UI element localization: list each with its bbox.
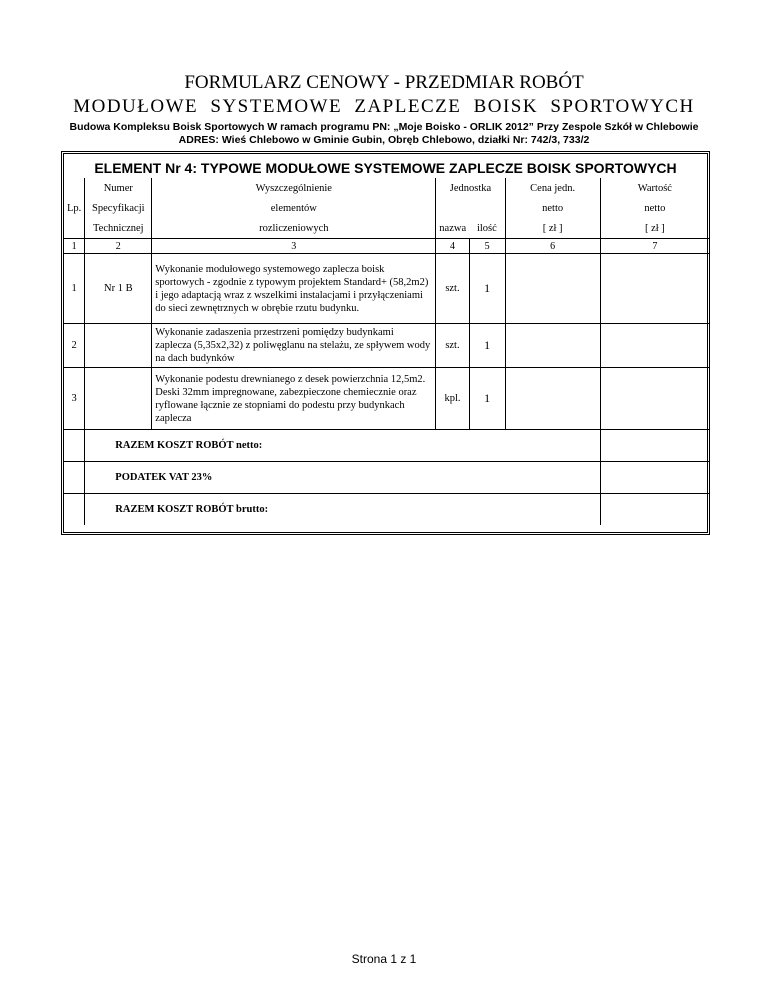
col-number: 2	[85, 239, 152, 254]
col-number: 1	[64, 239, 85, 254]
row-price-cell[interactable]	[505, 254, 600, 324]
col-header-numer-3: Technicznej	[85, 218, 152, 239]
table-row	[64, 254, 709, 324]
row-value-cell[interactable]	[600, 254, 709, 324]
col-header-wyszcz-3: rozliczeniowych	[152, 218, 436, 239]
table-row	[64, 368, 709, 430]
col-header-wartosc-1: Wartość	[600, 178, 709, 198]
col-number: 6	[505, 239, 600, 254]
col-header-numer-2: Specyfikacji	[85, 198, 152, 218]
row-description: Wykonanie zadaszenia przestrzeni pomiędzy budynkami zaplecza (5,35x2,32) z poliwęglanu na stelażu, ze spływem wody na dach budynków	[152, 324, 436, 368]
row-unit: szt.	[436, 254, 469, 324]
summary-row-brutto	[64, 494, 709, 526]
row-spec	[85, 324, 152, 368]
project-description: Budowa Kompleksu Boisk Sportowych W ramach programu PN: „Moje Boisko - ORLIK 2012” Przy Zespole Szkół w Chlebowie	[69, 121, 699, 133]
summary-row-vat	[64, 462, 709, 494]
row-lp: 3	[64, 368, 85, 430]
col-header-ilosc: ilość	[469, 218, 505, 239]
row-value-cell[interactable]	[600, 324, 709, 368]
col-header-jednostka: Jednostka	[436, 178, 505, 198]
col-header-cena-3: [ zł ]	[505, 218, 600, 239]
summary-vat-label: PODATEK VAT 23%	[85, 462, 600, 494]
col-header-wyszcz-2: elementów	[152, 198, 436, 218]
col-header-nazwa: nazwa	[436, 218, 469, 239]
row-quantity: 1	[469, 368, 505, 430]
price-table	[64, 178, 709, 525]
row-unit: szt.	[436, 324, 469, 368]
form-subtitle: MODUŁOWE SYSTEMOWE ZAPLECZE BOISK SPORTOWYCH	[73, 96, 695, 117]
row-description: Wykonanie modułowego systemowego zaplecza boisk sportowych - zgodnie z typowym projektem Standard+ (58,2m2) i jego adaptacją wraz z wszelkimi instalacjami i przyłączeniami do sieci zewnętrznych w obrębie rzutu budynku.	[152, 254, 436, 324]
row-quantity: 1	[469, 324, 505, 368]
col-header-jednostka-blank	[436, 198, 505, 218]
project-address: ADRES: Wieś Chlebowo w Gminie Gubin, Obręb Chlebowo, działki Nr: 742/3, 733/2	[178, 134, 590, 146]
col-header-cena-2: netto	[505, 198, 600, 218]
table-row	[64, 324, 709, 368]
summary-netto-label: RAZEM KOSZT ROBÓT netto:	[85, 430, 600, 462]
col-header-wartosc-2: netto	[600, 198, 709, 218]
summary-vat-value[interactable]	[600, 462, 709, 494]
summary-brutto-value[interactable]	[600, 494, 709, 526]
col-number: 3	[152, 239, 436, 254]
col-header-wartosc-3: [ zł ]	[600, 218, 709, 239]
summary-brutto-label: RAZEM KOSZT ROBÓT brutto:	[85, 494, 600, 526]
summary-row-netto	[64, 430, 709, 462]
col-header-lp: Lp.	[64, 178, 85, 239]
page-footer: Strona 1 z 1	[351, 952, 417, 966]
row-price-cell[interactable]	[505, 324, 600, 368]
row-unit: kpl.	[436, 368, 469, 430]
row-description: Wykonanie podestu drewnianego z desek powierzchnia 12,5m2. Deski 32mm impregnowane, zabezpieczone chemiecznie oraz ryflowane łącznie ze stopniami do podestu przy budynkach zaplecza	[152, 368, 436, 430]
summary-netto-value[interactable]	[600, 430, 709, 462]
row-spec: Nr 1 B	[85, 254, 152, 324]
row-value-cell[interactable]	[600, 368, 709, 430]
element-title: ELEMENT Nr 4: TYPOWE MODUŁOWE SYSTEMOWE ZAPLECZE BOISK SPORTOWYCH	[94, 160, 677, 176]
row-price-cell[interactable]	[505, 368, 600, 430]
col-number: 7	[600, 239, 709, 254]
col-header-wyszcz-1: Wyszczególnienie	[152, 178, 436, 198]
col-header-numer-1: Numer	[85, 178, 152, 198]
row-lp: 1	[64, 254, 85, 324]
col-number: 5	[469, 239, 505, 254]
row-lp: 2	[64, 324, 85, 368]
row-quantity: 1	[469, 254, 505, 324]
col-header-cena-1: Cena jedn.	[505, 178, 600, 198]
form-title: FORMULARZ CENOWY - PRZEDMIAR ROBÓT	[184, 72, 584, 93]
row-spec	[85, 368, 152, 430]
col-number: 4	[436, 239, 469, 254]
